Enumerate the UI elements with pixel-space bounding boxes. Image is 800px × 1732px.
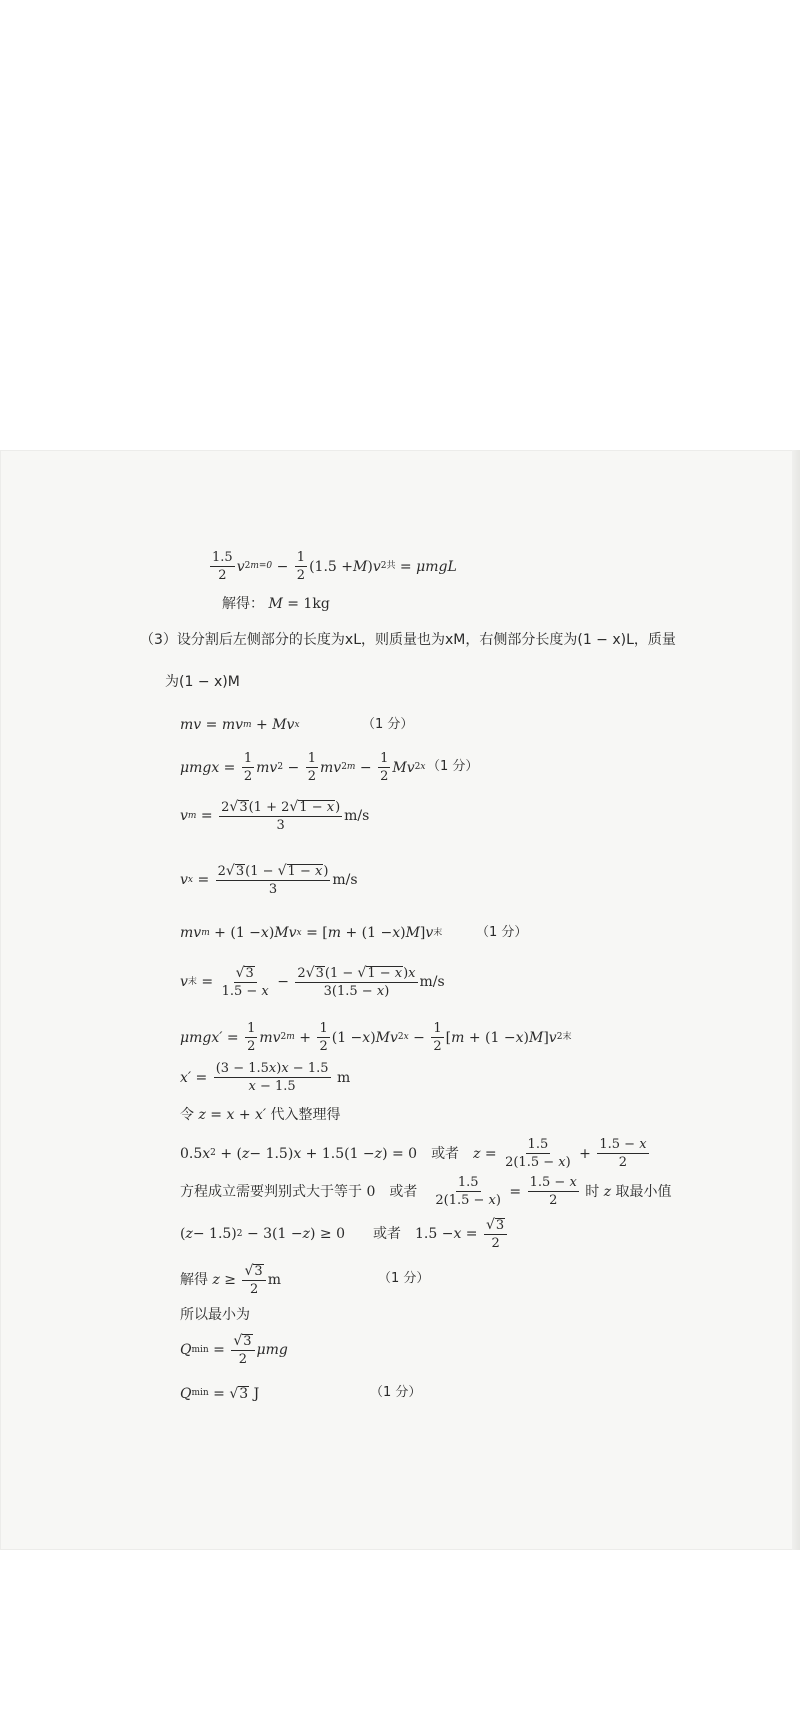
work-energy-equation: μmgx = $\frac{1}{2}$ mv 2 − $\frac{1}{2}$ mv 2 m − $\frac{1}{2}$ Mv 2 x — [180, 751, 426, 784]
momentum-equation: mv = mv m + Mv x — [180, 717, 300, 733]
solution-mass: 解得： M = 1kg — [222, 596, 330, 612]
x-prime-expression: x′ = $\frac{(3 - 1.5x)x - 1.5}{x - 1.5}$ m — [180, 1061, 351, 1094]
vx-expression: v x = 2 √ 3 (1 − √ 1 − x ) 3 m/s — [180, 863, 358, 897]
final-momentum-equation: mv m + (1 − x ) Mv x = [ m + (1 − x ) M ] v 末 — [180, 925, 443, 941]
second-energy-equation: μmgx′ = $\frac{1}{2}$ mv 2 m + $\frac{1}{2}$ (1 − x ) Mv 2 x − $\frac{1}{2}$ [ m + (1 − x ) M ] v 2 末 — [180, 1021, 572, 1054]
discriminant-inequality: ( z − 1.5) 2 − 3(1 − z ) ≥ 0 或者 1.5 − x = √ 3 2 — [180, 1218, 509, 1250]
substitution-line: 令 z = x + x′ 代入整理得 — [180, 1107, 341, 1123]
v-final-expression: v 末 = √ 3 1.5 − x − 2 √ 3 (1 − √ 1 − x )x 3(1.5 − x) m/s — [180, 965, 445, 999]
score-mark: （1 分） — [427, 759, 479, 774]
part3-intro: （3）设分割后左侧部分的长度为xL，则质量也为xM，右侧部分长度为(1 − x)L，质量 — [140, 632, 676, 648]
vm-expression: v m = 2 √ 3 (1 + 2 √ 1 − x ) 3 m/s — [180, 799, 370, 833]
z-result: 解得 z ≥ √ 3 2 m — [180, 1263, 281, 1297]
minimum-text: 所以最小为 — [180, 1307, 250, 1323]
discriminant-condition: 方程成立需要判别式大于等于 0 或者 $\frac{1.5}{2(1.5 - x)}$ = $\frac{1.5 - x}{2}$ 时 z 取最小值 — [180, 1175, 672, 1208]
qmin-value: Q min = √ 3 J — [180, 1385, 260, 1402]
qmin-expression: Q min = √ 3 2 μmg — [180, 1333, 288, 1367]
quadratic-equation: 0.5 x 2 + ( z − 1.5) x + 1.5(1 − z ) = 0 或者 z = $\frac{1.5}{2(1.5 - x)}$ + $\frac{1.5 - x}{2}$ — [180, 1137, 647, 1170]
score-mark: （1 分） — [378, 1271, 430, 1286]
score-mark: （1 分） — [370, 1385, 422, 1400]
part3-intro-cont: 为(1 − x)M — [165, 674, 240, 690]
score-mark: （1 分） — [362, 717, 414, 732]
score-mark: （1 分） — [476, 925, 528, 940]
page-edge — [792, 450, 800, 1550]
energy-equation: $\frac{1.5}{2}$ v 2 m=0 − $\frac{1}{2}$ (1.5 + M ) v 2 共 = μmgL — [212, 550, 457, 583]
